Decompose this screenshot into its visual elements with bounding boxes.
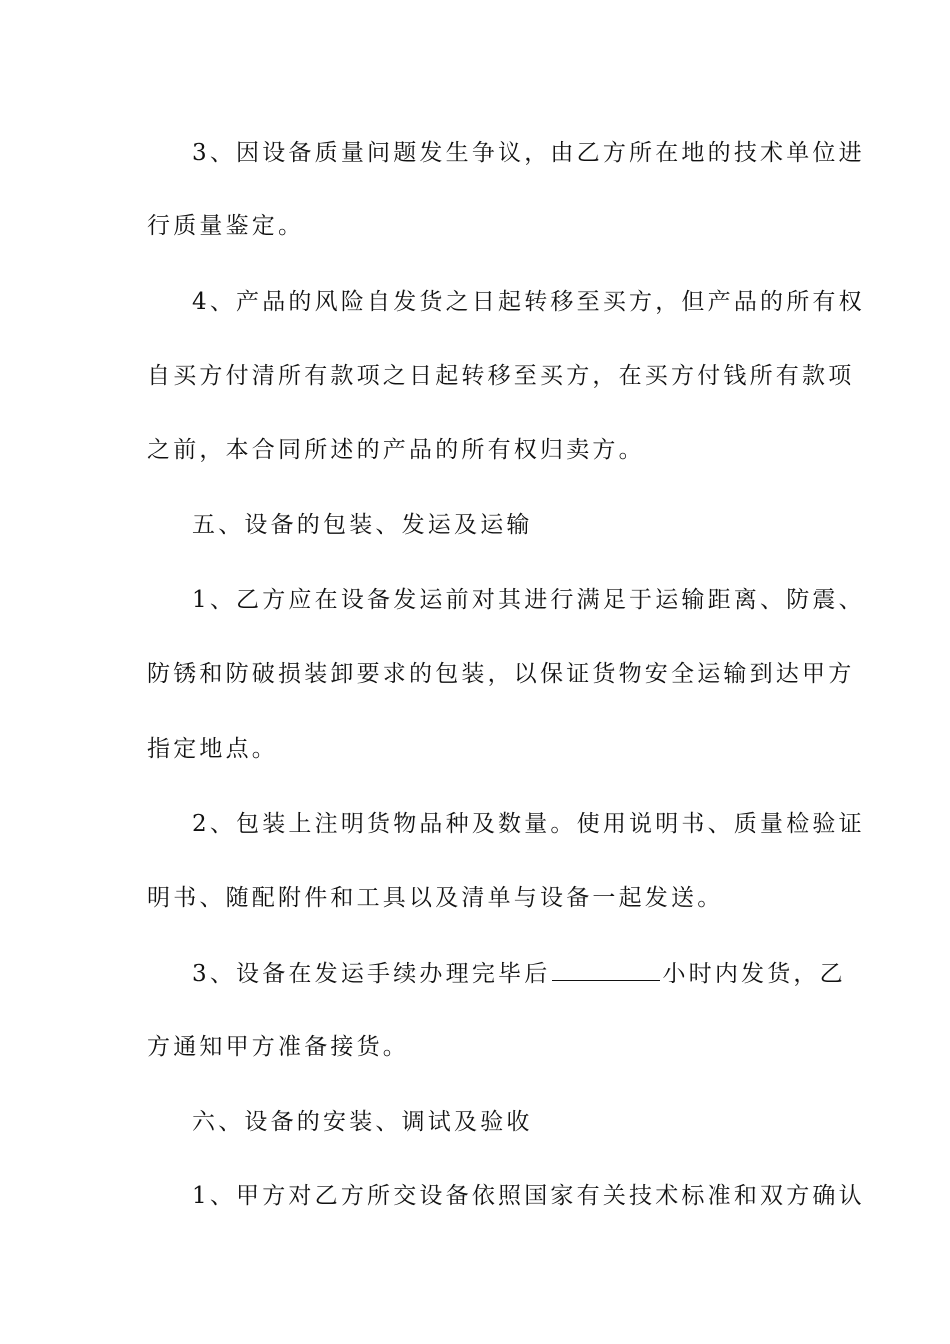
section-heading: 五、设备的包装、发运及运输 <box>192 512 533 538</box>
line-text: 3、设备在发运手续办理完毕后 <box>192 961 551 987</box>
paragraph-line: 自买方付清所有款项之日起转移至买方，在买方付钱所有款项 <box>147 363 855 389</box>
paragraph-line: 指定地点。 <box>147 736 278 762</box>
paragraph-line: 4、产品的风险自发货之日起转移至买方，但产品的所有权 <box>192 289 865 315</box>
paragraph-line: 防锈和防破损装卸要求的包装，以保证货物安全运输到达甲方 <box>147 661 855 687</box>
paragraph-line: 方通知甲方准备接货。 <box>147 1034 409 1060</box>
paragraph-line: 3、因设备质量问题发生争议，由乙方所在地的技术单位进 <box>192 140 865 166</box>
section-heading: 六、设备的安装、调试及验收 <box>192 1109 533 1135</box>
paragraph-line: 1、乙方应在设备发运前对其进行满足于运输距离、防震、 <box>192 587 865 613</box>
paragraph-line: 之前，本合同所述的产品的所有权归卖方。 <box>147 437 645 463</box>
paragraph-line <box>192 958 846 989</box>
paragraph-line: 行质量鉴定。 <box>147 213 305 239</box>
paragraph-line: 1、甲方对乙方所交设备依照国家有关技术标准和双方确认 <box>192 1183 865 1209</box>
paragraph-line: 2、包装上注明货物品种及数量。使用说明书、质量检验证 <box>192 811 865 837</box>
fill-in-blank <box>552 958 660 981</box>
line-text: 小时内发货，乙 <box>662 961 846 987</box>
paragraph-line: 明书、随配附件和工具以及清单与设备一起发送。 <box>147 885 724 911</box>
